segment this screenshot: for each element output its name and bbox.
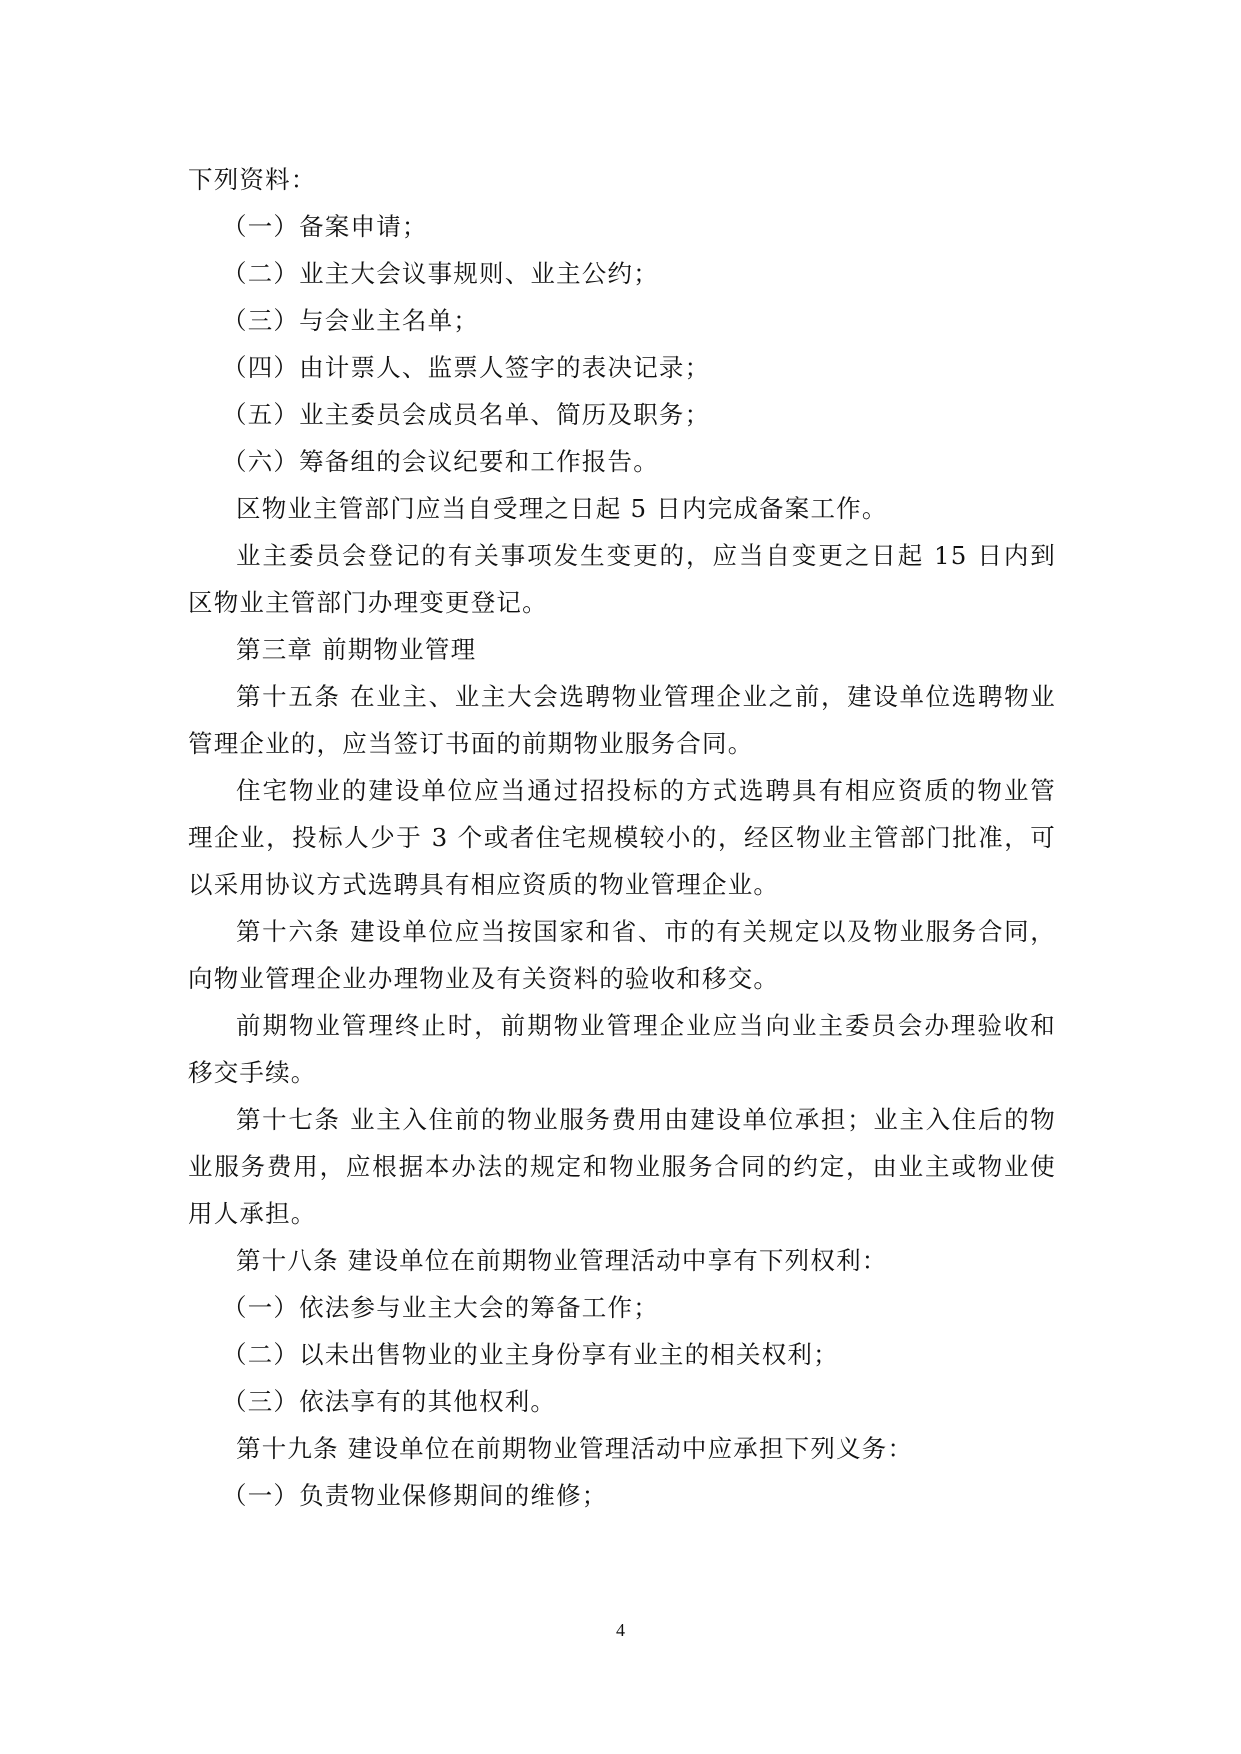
article-paragraph: 第十六条 建设单位应当按国家和省、市的有关规定以及物业服务合同，向物业管理企业办理物业及有关资料的验收和移交。 (188, 917, 1056, 993)
paragraph: 前期物业管理终止时，前期物业管理企业应当向业主委员会办理验收和移交手续。 (188, 1011, 1056, 1087)
list-item: （三）与会业主名单； (222, 306, 479, 335)
article-paragraph: 第十九条 建设单位在前期物业管理活动中应承担下列义务： (236, 1434, 914, 1463)
article-paragraph: 第十八条 建设单位在前期物业管理活动中享有下列权利： (236, 1246, 888, 1275)
paragraph: 住宅物业的建设单位应当通过招投标的方式选聘具有相应资质的物业管理企业，投标人少于 3 个或者住宅规模较小的，经区物业主管部门批准，可以采用协议方式选聘具有相应资质的物业管理企业。 (188, 776, 1056, 899)
document-body (188, 156, 1056, 1519)
list-item: （一）负责物业保修期间的维修； (222, 1481, 608, 1510)
chapter-heading: 第三章 前期物业管理 (236, 635, 477, 664)
list-item: （六）筹备组的会议纪要和工作报告。 (222, 447, 659, 476)
list-item: （四）由计票人、监票人签字的表决记录； (222, 353, 711, 382)
list-item: （五）业主委员会成员名单、简历及职务； (222, 400, 711, 429)
paragraph: 业主委员会登记的有关事项发生变更的，应当自变更之日起 15 日内到区物业主管部门办理变更登记。 (188, 541, 1056, 617)
list-item: （一）依法参与业主大会的筹备工作； (222, 1293, 659, 1322)
article-paragraph: 第十五条 在业主、业主大会选聘物业管理企业之前，建设单位选聘物业管理企业的，应当签订书面的前期物业服务合同。 (188, 682, 1056, 758)
list-item: （二）以未出售物业的业主身份享有业主的相关权利； (222, 1340, 839, 1369)
paragraph: 区物业主管部门应当自受理之日起 5 日内完成备案工作。 (236, 494, 888, 523)
list-item: （三）依法享有的其他权利。 (222, 1387, 557, 1416)
article-paragraph: 第十七条 业主入住前的物业服务费用由建设单位承担；业主入住后的物业服务费用，应根据本办法的规定和物业服务合同的约定，由业主或物业使用人承担。 (188, 1105, 1056, 1228)
list-item: （二）业主大会议事规则、业主公约； (222, 259, 659, 288)
page-number: 4 (616, 1620, 625, 1640)
paragraph: 下列资料： (188, 165, 317, 194)
list-item: （一）备案申请； (222, 212, 428, 241)
